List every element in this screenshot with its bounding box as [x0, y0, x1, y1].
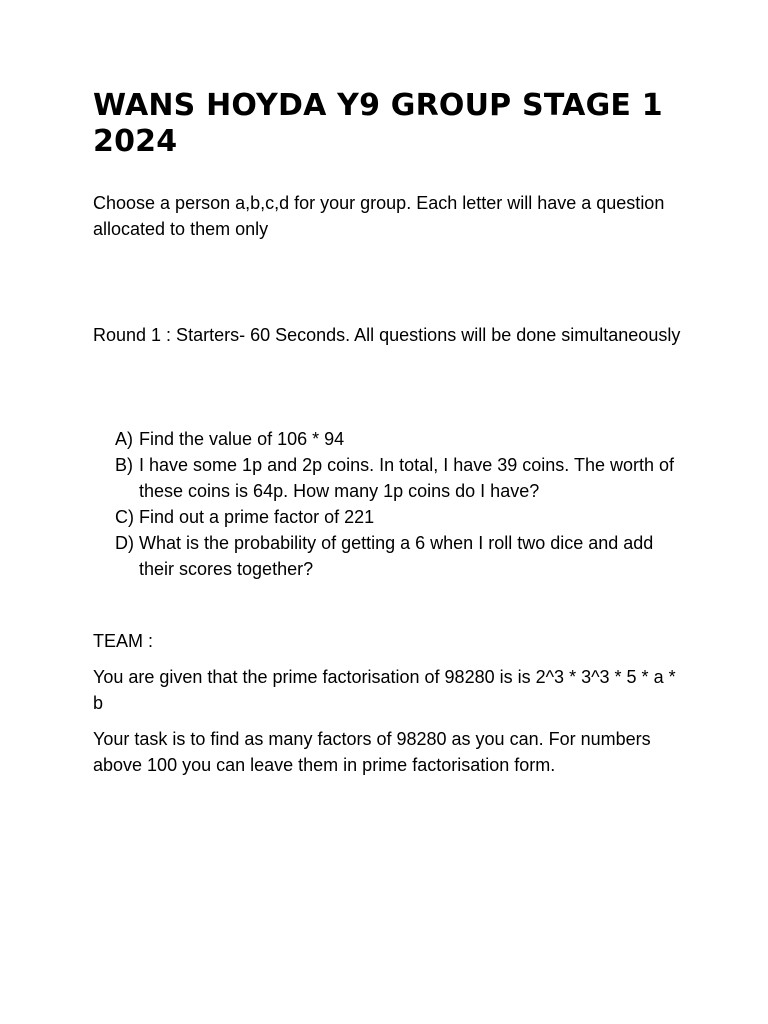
- question-item-d: [115, 530, 683, 582]
- question-text: Find the value of 106 * 94: [139, 429, 345, 449]
- team-label: TEAM :: [93, 631, 154, 651]
- intro-paragraph: Choose a person a,b,c,d for your group. Each letter will have a question allocated to them only: [93, 193, 665, 239]
- question-letter: B): [115, 455, 133, 475]
- question-letter: D): [115, 533, 134, 553]
- question-item-a: [115, 426, 683, 452]
- question-item-c: [115, 504, 683, 530]
- question-letter: A): [115, 429, 133, 449]
- team-task-paragraph: Your task is to find as many factors of 98280 as you can. For numbers above 100 you can leave them in prime factorisation form.: [93, 729, 651, 775]
- team-given-paragraph: You are given that the prime factorisation of 98280 is is 2^3 * 3^3 * 5 * a * b: [93, 667, 676, 713]
- question-text: Find out a prime factor of 221: [139, 507, 375, 527]
- question-letter: C): [115, 507, 134, 527]
- question-text: What is the probability of getting a 6 when I roll two dice and add their scores together?: [139, 533, 654, 579]
- document-page: [93, 88, 683, 778]
- question-item-b: [115, 452, 683, 504]
- question-list: [115, 426, 683, 582]
- round-heading: Round 1 : Starters- 60 Seconds. All questions will be done simultaneously: [93, 325, 681, 345]
- question-text: I have some 1p and 2p coins. In total, I have 39 coins. The worth of these coins is 64p. How many 1p coins do I have?: [139, 455, 674, 501]
- document-title: WANS HOYDA Y9 GROUP STAGE 1 2024: [93, 88, 663, 159]
